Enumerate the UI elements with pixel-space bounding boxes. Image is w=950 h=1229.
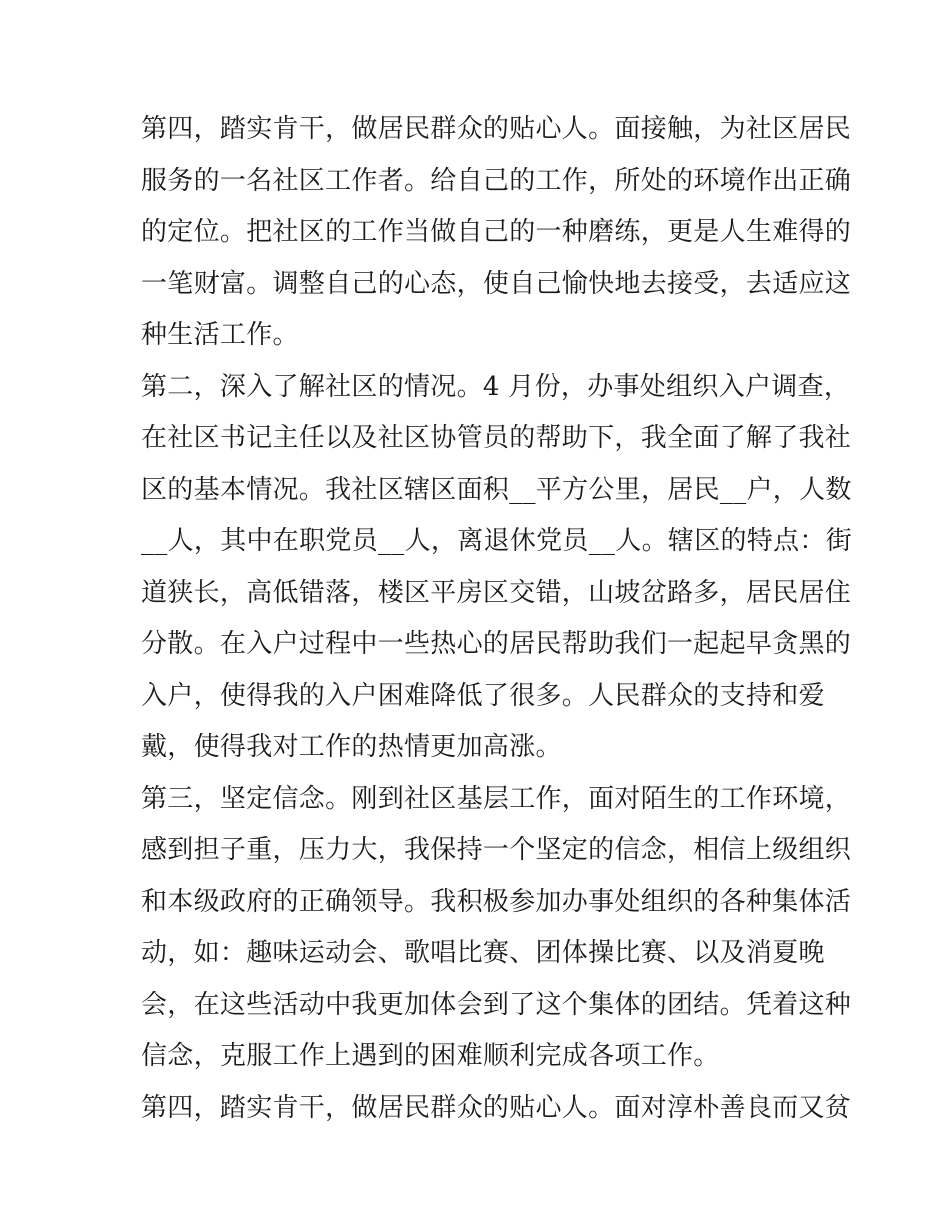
text-line: 动，如：趣味运动会、歌唱比赛、团体操比赛、以及消夏晚 bbox=[141, 938, 825, 968]
text-line: 第三，坚定信念。刚到社区基层工作，面对陌生的工作环境， bbox=[141, 783, 852, 814]
text-line: 一笔财富。调整自己的心态，使自己愉快地去接受，去适应这 bbox=[141, 268, 852, 299]
text-line: 第四，踏实肯干，做居民群众的贴心人。面接触，为社区居民 bbox=[141, 114, 852, 144]
text-line: __人，其中在职党员__人，离退休党员__人。辖区的特点：街 bbox=[141, 526, 853, 556]
text-line: 信念，克服工作上遇到的困难顺利完成各项工作。 bbox=[141, 1041, 720, 1071]
text-line: 第四，踏实肯干，做居民群众的贴心人。面对淳朴善良而又贫 bbox=[141, 1092, 852, 1123]
text-line: 第二，深入了解社区的情况。4 月份，办事处组织入户调查， bbox=[141, 371, 851, 402]
text-line: 感到担子重，压力大，我保持一个坚定的信念，相信上级组织 bbox=[141, 835, 852, 865]
text-line: 会，在这些活动中我更加体会到了这个集体的团结。凭着这种 bbox=[141, 989, 852, 1020]
text-line: 的定位。把社区的工作当做自己的一种磨练，更是人生难得的 bbox=[141, 217, 852, 247]
document-body bbox=[141, 104, 853, 1134]
text-line: 道狭长，高低错落，楼区平房区交错，山坡岔路多，居民居住 bbox=[141, 577, 852, 608]
text-line: 种生活工作。 bbox=[141, 320, 299, 350]
text-line: 分散。在入户过程中一些热心的居民帮助我们一起起早贪黑的 bbox=[141, 629, 852, 659]
text-line: 在社区书记主任以及社区协管员的帮助下，我全面了解了我社 bbox=[141, 423, 852, 453]
text-line: 戴，使得我对工作的热情更加高涨。 bbox=[141, 732, 562, 762]
text-line: 入户，使得我的入户困难降低了很多。人民群众的支持和爱 bbox=[141, 680, 825, 711]
text-line: 和本级政府的正确领导。我积极参加办事处组织的各种集体活 bbox=[141, 886, 852, 917]
text-line: 服务的一名社区工作者。给自己的工作，所处的环境作出正确 bbox=[141, 165, 852, 196]
text-line: 区的基本情况。我社区辖区面积__平方公里，居民__户，人数 bbox=[141, 474, 852, 505]
